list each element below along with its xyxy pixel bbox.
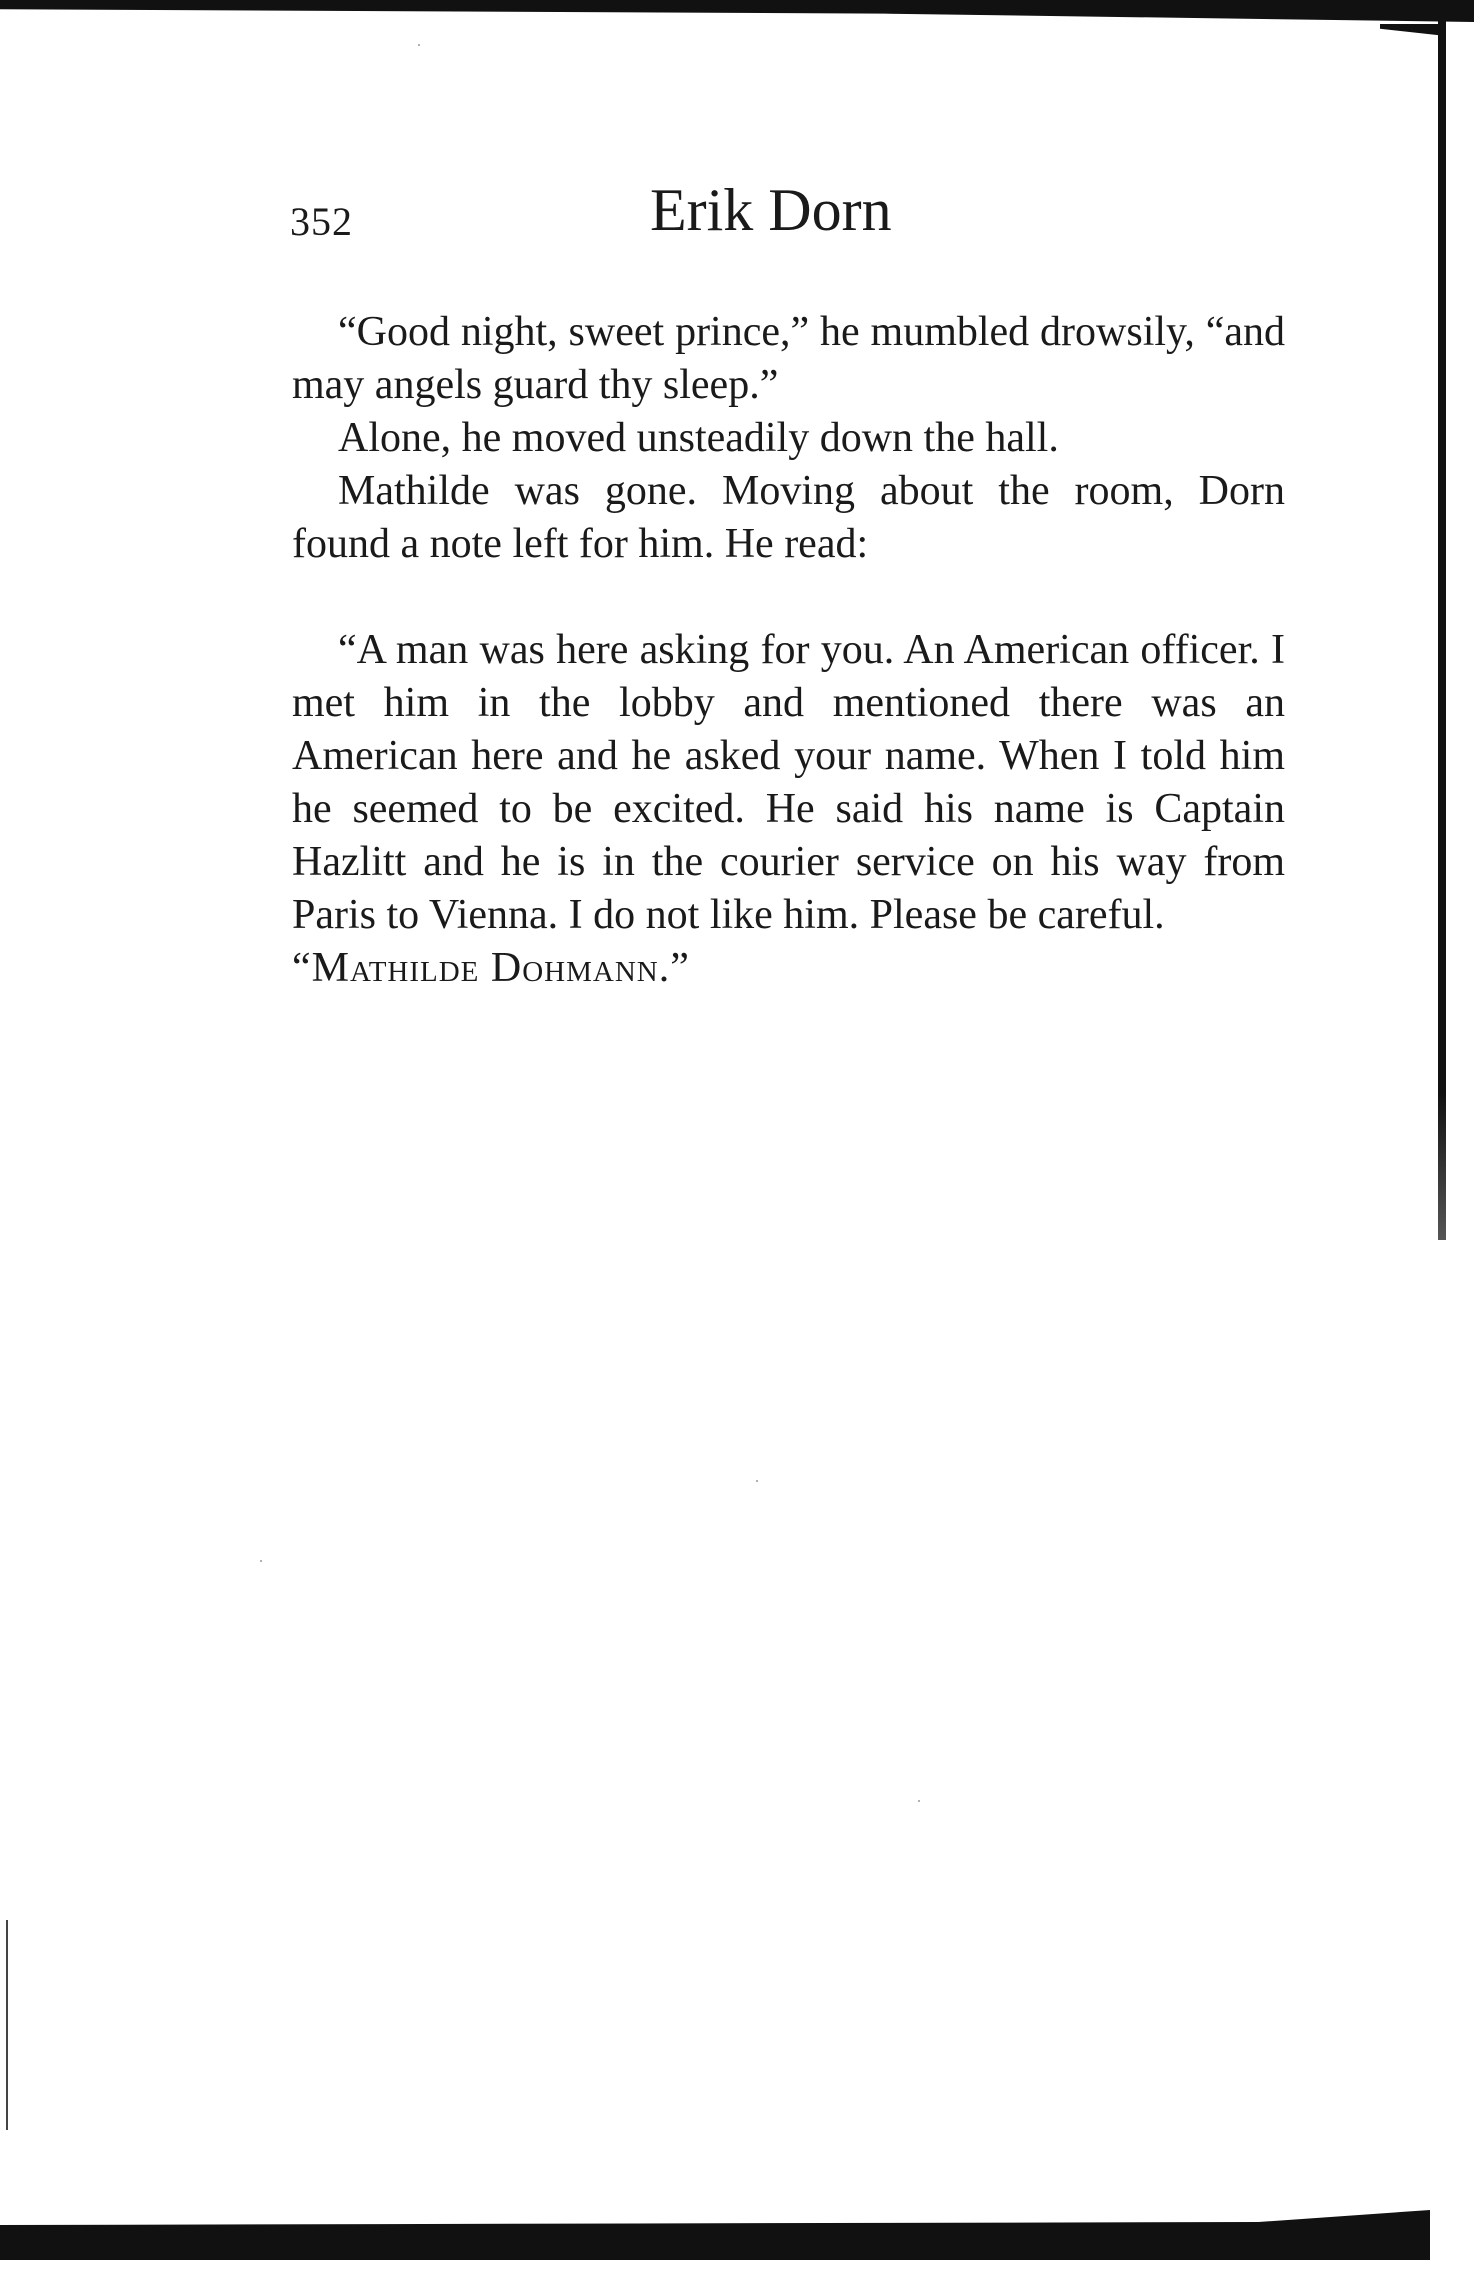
paragraph: Mathilde was gone. Moving about the room, Dorn found a note left for him. He read: xyxy=(292,468,1285,567)
scan-border-bottom xyxy=(0,2210,1430,2260)
scan-speck xyxy=(418,44,420,46)
scan-border-right xyxy=(1438,20,1446,1240)
scan-speck xyxy=(260,1560,262,1562)
running-title: Erik Dorn xyxy=(650,177,892,243)
scan-border-top xyxy=(0,0,1474,22)
note-signature: “Mathilde Dohmann.” xyxy=(292,945,690,991)
note-text: “A man was here asking for you. An American officer. I met him in the lobby and mentioned there was an American here and he asked your name. When I told him he seemed to be excited. He said his name is Captain Hazlitt and he is in the courier service on his way from Paris to Vienna. I do not like him. Please be careful. xyxy=(292,627,1285,938)
page-number: 352 xyxy=(290,199,353,244)
paragraph: Alone, he moved unsteadily down the hall. xyxy=(338,415,1059,461)
scan-border-left xyxy=(6,1920,8,2130)
scan-border-corner xyxy=(1380,24,1446,36)
scan-speck xyxy=(918,1800,920,1802)
paragraph: “Good night, sweet prince,” he mumbled drowsily, “and may angels guard thy sleep.” xyxy=(292,309,1285,408)
page-body xyxy=(292,306,1285,995)
page-header xyxy=(290,176,1285,256)
scan-speck xyxy=(756,1480,758,1482)
